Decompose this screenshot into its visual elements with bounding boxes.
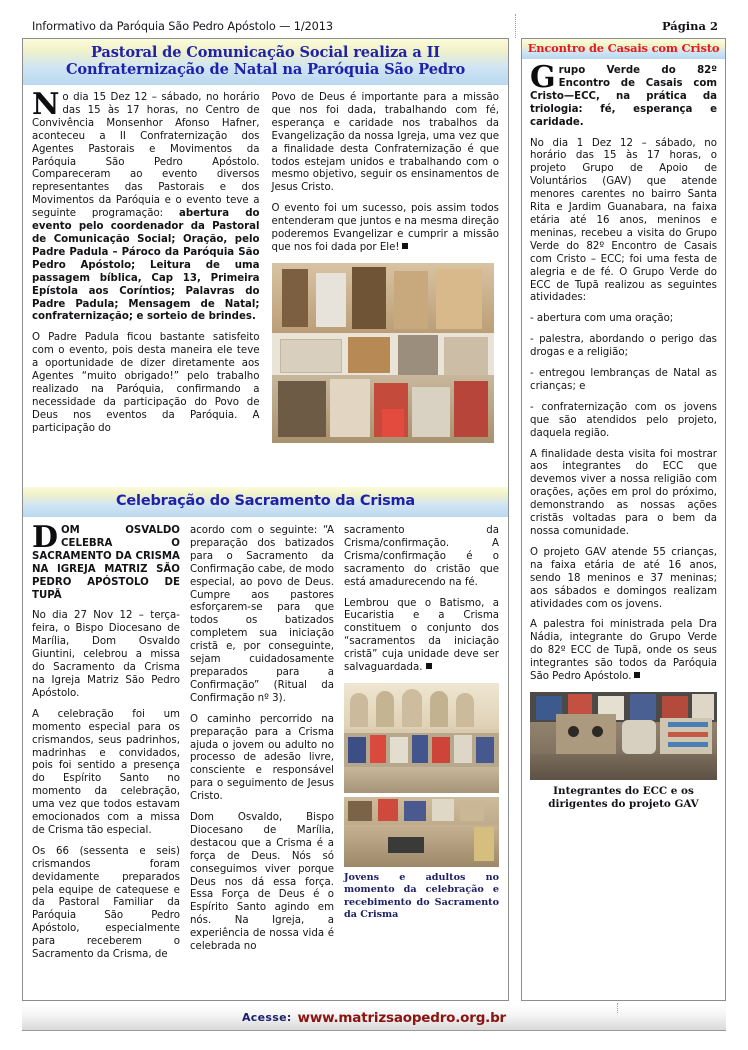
sidebar-list-item-4: - confraternização com os jovens que são atendidos pelo projeto, daquela região. <box>530 401 717 439</box>
article1-col2-p2-text: O evento foi um sucesso, pois assim todos entenderam que juntos e na mesma direção poderemos Evangelizar e cumprir a missão que nos foi dada por Ele! <box>271 203 499 253</box>
sidebar-title: Encontro de Casais com Cristo <box>527 40 720 55</box>
article2-col1-paragraph-1: No dia 27 Nov 12 – terça-feira, o Bispo Diocesano de Marília, Dom Osvaldo Giuntini, celebrou a missa do Sacramento da Crisma na Igreja Matriz São Pedro Apóstolo. <box>32 610 180 699</box>
masthead-issue-line: Informativo da Paróquia São Pedro Apóstolo — 1/2013 <box>32 19 333 33</box>
sidebar-body <box>522 59 725 811</box>
article2-headline-banner <box>23 487 508 517</box>
article1-p1-bold: abertura do evento pelo coordenador da Pastoral de Comunicação Social; Oração, pelo Padre Padula – Pároco da Paróquia São Pedro Apóstolo; Leitura de uma passagem bíblica, Cap 13, Primeira Epístola aos Coríntios; Palavras do Padre Padula; Mensagem de Natal; confraternização; e sorteio de brindes. <box>32 208 260 323</box>
article2-photo-celebration <box>344 797 499 867</box>
article2-col2-paragraph-3: Dom Osvaldo, Bispo Diocesano de Marília, destacou que a Crisma é a força de Deus. Nós só conseguimos viver porque Deus nos dá essa força. Essa Força de Deus é o Espírito Santo agindo em nós. Na Igreja, a experiência de nossa vida é celebrada no <box>189 812 334 953</box>
footer-access-label: Acesse: <box>241 1011 292 1024</box>
sidebar-list-item-3: - entregou lembranças de Natal as crianças; e <box>530 368 717 392</box>
sidebar-photo-gav <box>530 692 717 780</box>
article2-col3-paragraph-1: sacramento da Crisma/confirmação. A Crisma/confirmação é o sacramento do cristão que está amadurecendo na fé. <box>344 525 499 588</box>
article2-col3-paragraph-2 <box>344 598 499 675</box>
sidebar-photo-caption: Integrantes do ECC e os dirigentes do projeto GAV <box>548 784 699 810</box>
sidebar-list-item-1: - abertura com uma oração; <box>530 313 674 325</box>
article1-columns <box>23 85 508 444</box>
article2-columns <box>23 521 508 970</box>
article1-column-1 <box>32 87 272 444</box>
article1-p1-plain: No dia 15 Dez 12 – sábado, no horário das 15 às 17 horas, no Centro de Convivência Monsenhor Afonso Hafner, aconteceu a II Confraternização dos Agentes Pastorais e Movimentos da Paróquia São Pedro Apóstolo. Compareceram ao evento diversos representantes das Pastorais e dos Movimentos da Paróquia e o evento teve a seguinte programação: <box>32 87 260 220</box>
article2-col1-paragraph-2: A celebração foi um momento especial para os crismandos, seus padrinhos, madrinhas e convidados, pois foi sentido a presença do Espírito Santo no momento da celebração, uma vez que todos estavam emocionados com a missa de Crisma tão especial. <box>32 708 180 836</box>
end-mark-icon <box>402 243 408 249</box>
article2-column-1 <box>32 520 190 970</box>
sidebar-p4-text: A palestra foi ministrada pela Dra Nádia, integrante do Grupo Verde do 82º ECC de Tupã, onde os seus integrantes são todos da Paróquia São Pedro Apóstolo. <box>530 619 717 683</box>
sidebar-list-item-2: - palestra, abordando o perigo das drogas e a religião; <box>530 334 717 359</box>
article2-title: Celebração do Sacramento da Crisma <box>115 493 416 509</box>
footer-website-url[interactable]: www.matrizsaopedro.org.br <box>297 1009 507 1026</box>
article2-col1-paragraph-3: Os 66 (sessenta e seis) crismandos foram devidamente preparados pela equipe de catequese e da Pastoral Familiar da Paróquia São Pedro Apóstolo, especialmente para receberem o Sacramento da Crisma, de <box>32 845 180 961</box>
article2-column-2 <box>190 525 344 970</box>
article2-photo-caption: Jovens e adultos no momento da celebração e recebimento do Sacramento da Crisma <box>344 871 499 921</box>
article2-column-3 <box>344 525 499 970</box>
sidebar-lead-paragraph: Grupo Verde do 82º Encontro de Casais com Cristo—ECC, na prática da triologia: fé, esperança e caridade. <box>530 60 717 128</box>
main-content-frame <box>22 38 509 1001</box>
page-number: Página 2 <box>661 19 718 33</box>
footer-divider <box>617 1003 618 1013</box>
article2-col2-paragraph-1: acordo com o seguinte: “A preparação dos batizados para o Sacramento da Confirmação cabe, de modo especial, ao povo de Deus. Cumpre aos pastores esforçarem-se para que todos os batizados completem sua iniciação cristã e, por conseguinte, sejam cuidadosamente preparados para a Confirmação” (Ritual da Confirmação nº 3). <box>189 525 334 704</box>
article1-col2-paragraph-1: Povo de Deus é importante para a missão que nos foi dada, trabalhando com fé, esperança e caridade nos trabalhos da Evangelização da nossa Igreja, uma vez que a finalidade desta Confraternização é que todos estejam unidos e trabalhando com o mesmo objetivo, seguir os ensinamentos de Jesus Cristo. <box>271 92 499 194</box>
article2-col2-paragraph-2: O caminho percorrido na preparação para a Crisma ajuda o jovem ou adulto no processo de adesão livre, consciente e responsável para o seguimento de Jesus Cristo. <box>189 713 334 803</box>
article2-photo-church-interior <box>344 683 499 793</box>
sidebar-paragraph-4 <box>530 619 717 684</box>
article1-photo <box>272 263 494 443</box>
masthead <box>22 14 726 38</box>
article1-col2-paragraph-2 <box>272 203 500 255</box>
end-mark-icon-3 <box>634 672 640 678</box>
masthead-divider <box>515 14 516 38</box>
sidebar-headline-banner <box>522 39 725 59</box>
sidebar-paragraph-3: O projeto GAV atende 55 crianças, na faixa etária de até 16 anos, sendo 18 meninos e 37 meninas; aos sábados e domingos realizam atividades com os jovens. <box>530 546 717 610</box>
article1-title: Pastoral de Comunicação Social realiza a II Confraternização de Natal na Paróquia São Pedro <box>65 43 466 78</box>
article1-paragraph-1 <box>32 87 260 324</box>
sidebar-frame <box>521 38 726 1001</box>
footer-bar <box>22 1005 726 1031</box>
article1-paragraph-2: O Padre Padula ficou bastante satisfeito com o evento, pois desta maneira ele teve a oportunidade de dizer diretamente aos Agentes “muito obrigado!” pelo trabalho realizado na Paróquia, confirmando a necessidade da participação do Povo de Deus nos eventos da Paróquia. A participação do <box>32 332 260 434</box>
article1-column-2 <box>272 92 500 444</box>
sidebar-paragraph-2: A finalidade desta visita foi mostrar aos integrantes do ECC que devemos viver a nossa religião com orações, ações em prol do próximo, demonstrando as nossas ações cristãs voltadas para o bem da nossa comunidade. <box>530 448 717 537</box>
article2-col3-p2-text: Lembrou que o Batismo, a Eucaristia e a Crisma constituem o conjunto dos “sacramentos da iniciação cristã” cuja unidade deve ser salvaguardada. <box>344 597 499 674</box>
article2-lead-paragraph: DOM OSVALDO CELEBRA O SACRAMENTO DA CRISMA NA IGREJA MATRIZ SÃO PEDRO APÓSTOLO DE TUPÃ <box>32 520 180 601</box>
end-mark-icon-2 <box>426 663 432 669</box>
article1-headline-banner <box>23 39 508 85</box>
sidebar-paragraph-1: No dia 1 Dez 12 – sábado, no horário das 15 às 17 horas, o projeto Grupo de Apoio de Voluntários (GAV) que atende menores carentes no bairro Santa Rita e Jardim Guanabara, na faixa etária até 16 anos, meninos e meninas, recebeu a visita do Grupo Verde do 82º Encontro de Casais com Cristo – ECC; foi uma festa de alegria e de fé. O Grupo Verde do ECC de Tupã realizou as seguintes atividades: <box>530 137 717 304</box>
